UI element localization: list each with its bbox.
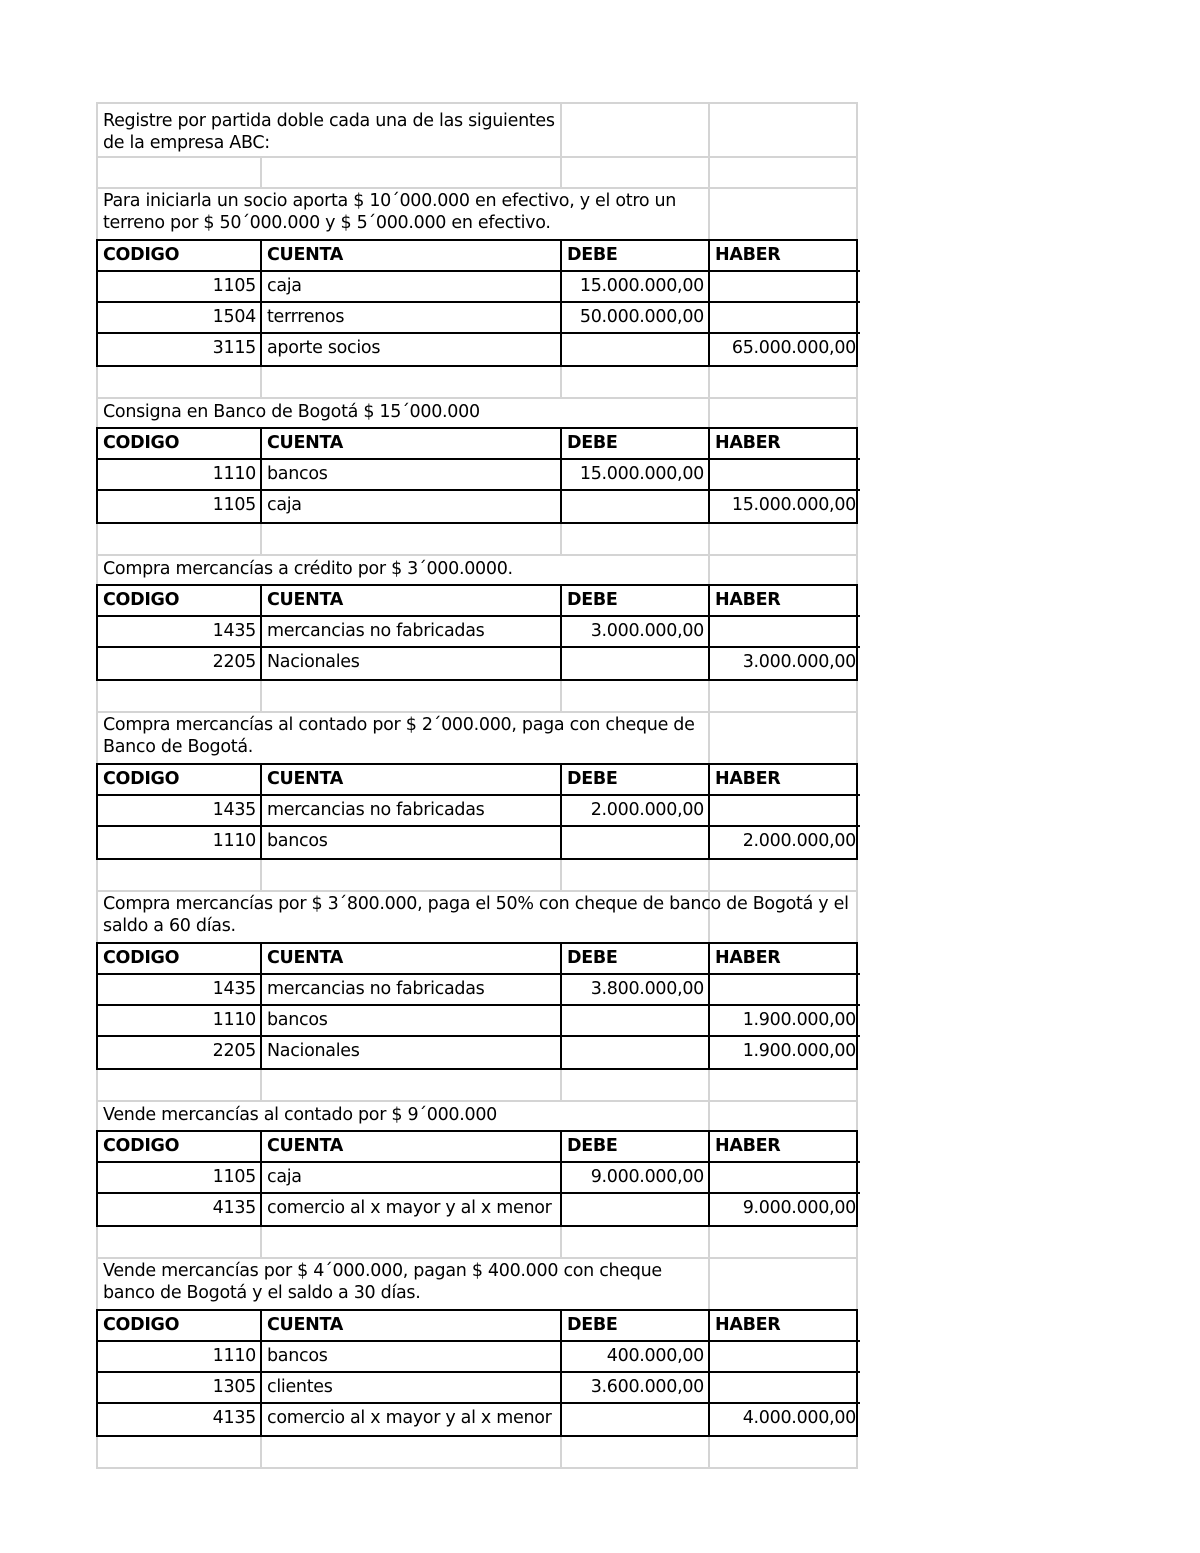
grid-line [708,554,710,584]
grid-line [96,890,858,892]
table-row [98,334,860,365]
transaction-description-3 [96,554,858,584]
blank-row [96,1227,858,1257]
grid-line [260,1070,262,1100]
cuenta-cell[interactable]: bancos [262,460,562,489]
transaction-description-line-1: Vende mercancías al contado por $ 9´000.000 [103,1105,498,1125]
grid-line [96,187,98,239]
blank-row [96,524,858,554]
codigo-header[interactable]: CODIGO [98,241,262,270]
debe-header[interactable]: DEBE [562,241,710,270]
codigo-cell[interactable]: 4135 [98,1194,262,1225]
transaction-description-line-1: Vende mercancías por $ 4´000.000, pagan $ 400.000 con cheque [103,1261,662,1281]
table-row [98,491,860,522]
grid-line [96,711,858,713]
grid-line [560,1437,562,1467]
grid-line [96,156,858,158]
debe-cell[interactable]: 50.000.000,00 [562,303,710,332]
grid-line [96,554,98,584]
grid-line [96,367,98,397]
transaction-description-5 [96,890,858,942]
codigo-header[interactable]: CODIGO [98,1132,262,1161]
cuenta-cell[interactable]: bancos [262,1006,562,1035]
codigo-header[interactable]: CODIGO [98,1311,262,1340]
grid-line [708,681,710,711]
debe-cell[interactable] [562,827,710,858]
haber-header[interactable]: HABER [715,245,781,265]
transaction-description-1 [96,187,858,239]
spreadsheet-page [96,102,858,1469]
grid-line [856,890,858,942]
haber-cell[interactable] [710,975,860,1004]
grid-line [96,397,858,399]
grid-line [96,1070,98,1100]
table-row [98,1404,860,1435]
cuenta-cell[interactable]: mercancias no fabricadas [262,975,562,1004]
transaction-description-line-2: terreno por $ 50´000.000 y $ 5´000.000 en efectivo. [103,213,551,233]
grid-line [96,102,858,104]
haber-header[interactable]: HABER [715,769,781,789]
haber-header[interactable]: HABER [715,948,781,968]
codigo-header[interactable]: CODIGO [98,765,262,794]
codigo-cell[interactable]: 2205 [98,648,262,679]
grid-line [708,711,710,763]
cuenta-cell[interactable]: Nacionales [262,648,562,679]
cuenta-cell[interactable]: clientes [262,1373,562,1402]
debe-cell[interactable] [562,491,710,522]
haber-cell[interactable]: 9.000.000,00 [742,1198,856,1218]
intro-text-line-1: Registre por partida doble cada una de las siguientes [103,111,555,131]
cuenta-cell[interactable]: Nacionales [262,1037,562,1068]
debe-header[interactable]: DEBE [562,586,710,615]
haber-header[interactable]: HABER [715,1315,781,1335]
transaction-description-line-2: Banco de Bogotá. [103,737,254,757]
haber-header[interactable]: HABER [715,590,781,610]
transaction-description-line-2: banco de Bogotá y el saldo a 30 días. [103,1283,421,1303]
grid-line [260,524,262,554]
codigo-cell[interactable]: 2205 [98,1037,262,1068]
debe-cell[interactable]: 3.000.000,00 [562,617,710,646]
table-row [98,272,860,303]
grid-line [96,1227,98,1257]
table-header-row [98,1132,860,1163]
grid-line [560,1070,562,1100]
codigo-cell[interactable]: 4135 [98,1404,262,1435]
grid-line [856,367,858,397]
codigo-cell[interactable]: 1105 [98,491,262,522]
codigo-header[interactable]: CODIGO [98,586,262,615]
debe-cell[interactable] [562,648,710,679]
grid-line [96,1257,858,1259]
grid-line [96,890,98,942]
haber-cell[interactable]: 3.000.000,00 [742,652,856,672]
cuenta-cell[interactable]: bancos [262,827,562,858]
cuenta-cell[interactable]: aporte socios [262,334,562,365]
codigo-cell[interactable]: 1435 [98,796,262,825]
debe-cell[interactable] [562,1037,710,1068]
debe-cell[interactable] [562,334,710,365]
debe-cell[interactable] [562,1404,710,1435]
grid-line [560,524,562,554]
cuenta-cell[interactable]: mercancias no fabricadas [262,617,562,646]
journal-entry-table [96,1309,858,1437]
debe-cell[interactable]: 3.600.000,00 [562,1373,710,1402]
codigo-header[interactable]: CODIGO [98,944,262,973]
cuenta-header[interactable]: CUENTA [262,1311,562,1340]
haber-header[interactable]: HABER [715,1136,781,1156]
codigo-cell[interactable]: 1435 [98,975,262,1004]
haber-cell[interactable] [710,1373,860,1402]
table-header-row [98,429,860,460]
grid-line [96,860,98,890]
grid-line [560,102,562,187]
grid-line [856,711,858,763]
table-row [98,460,860,491]
grid-line [856,397,858,427]
blank-row [96,1437,858,1467]
intro-block [96,102,858,187]
haber-cell[interactable] [710,796,860,825]
cuenta-header[interactable]: CUENTA [262,586,562,615]
debe-cell[interactable]: 15.000.000,00 [562,272,710,301]
grid-line [708,187,710,239]
grid-line [708,397,710,427]
cuenta-cell[interactable]: mercancias no fabricadas [262,796,562,825]
transaction-description-6 [96,1100,858,1130]
grid-line [260,156,262,187]
transaction-description-line-1: Compra mercancías por $ 3´800.000, paga el 50% con cheque de banco de Bogotá y el [103,894,849,914]
transaction-description-line-2: saldo a 60 días. [103,916,236,936]
debe-cell[interactable] [562,1006,710,1035]
journal-entry-table [96,427,858,524]
grid-line [856,102,858,187]
table-header-row [98,944,860,975]
codigo-header[interactable]: CODIGO [98,429,262,458]
debe-cell[interactable]: 400.000,00 [562,1342,710,1371]
grid-line [856,860,858,890]
table-row [98,796,860,827]
debe-cell[interactable]: 2.000.000,00 [562,796,710,825]
codigo-cell[interactable]: 1110 [98,827,262,858]
grid-line [708,1070,710,1100]
table-row [98,1342,860,1373]
table-row [98,1373,860,1404]
haber-header[interactable]: HABER [715,433,781,453]
grid-line [96,1257,98,1309]
grid-line [96,187,858,189]
grid-line [708,102,710,187]
cuenta-header[interactable]: CUENTA [262,1132,562,1161]
transaction-description-4 [96,711,858,763]
journal-entry-table [96,239,858,367]
haber-cell[interactable]: 2.000.000,00 [742,831,856,851]
grid-line [96,397,98,427]
table-header-row [98,1311,860,1342]
grid-line [96,681,98,711]
codigo-cell[interactable]: 1105 [98,1163,262,1192]
grid-line [96,1437,98,1467]
debe-cell[interactable]: 9.000.000,00 [562,1163,710,1192]
grid-line [708,1100,710,1130]
grid-line [96,1100,858,1102]
codigo-cell[interactable]: 1110 [98,1006,262,1035]
codigo-cell[interactable]: 1110 [98,460,262,489]
grid-line [96,1100,98,1130]
grid-line [260,860,262,890]
grid-line [856,1257,858,1309]
grid-line [856,1070,858,1100]
grid-line [708,524,710,554]
codigo-cell[interactable]: 1110 [98,1342,262,1371]
grid-line [96,711,98,763]
codigo-cell[interactable]: 1305 [98,1373,262,1402]
transaction-description-line-1: Compra mercancías al contado por $ 2´000.000, paga con cheque de [103,715,695,735]
blank-row [96,860,858,890]
journal-entry-table [96,584,858,681]
haber-cell[interactable]: 4.000.000,00 [742,1408,856,1428]
grid-line [856,1100,858,1130]
debe-cell[interactable]: 3.800.000,00 [562,975,710,1004]
grid-line [856,187,858,239]
cuenta-cell[interactable]: caja [262,1163,562,1192]
cuenta-header[interactable]: CUENTA [262,241,562,270]
table-header-row [98,765,860,796]
blank-row [96,367,858,397]
debe-header[interactable]: DEBE [562,944,710,973]
codigo-cell[interactable]: 1105 [98,272,262,301]
grid-line [708,1257,710,1309]
table-row [98,1037,860,1068]
haber-cell[interactable]: 65.000.000,00 [731,338,856,358]
cuenta-header[interactable]: CUENTA [262,765,562,794]
debe-header[interactable]: DEBE [562,765,710,794]
grid-line [96,524,98,554]
table-row [98,303,860,334]
cuenta-cell[interactable]: comercio al x mayor y al x menor [262,1404,562,1435]
grid-line [856,524,858,554]
transaction-description-7 [96,1257,858,1309]
grid-line [260,367,262,397]
haber-cell[interactable]: 1.900.000,00 [742,1041,856,1061]
grid-line [260,1227,262,1257]
cuenta-cell[interactable]: comercio al x mayor y al x menor [262,1194,562,1225]
cuenta-header[interactable]: CUENTA [262,944,562,973]
journal-entry-table [96,942,858,1070]
grid-line [96,1467,858,1469]
debe-cell[interactable] [562,1194,710,1225]
grid-line [856,554,858,584]
haber-cell[interactable] [710,1163,860,1192]
grid-line [260,681,262,711]
cuenta-cell[interactable]: caja [262,491,562,522]
debe-cell[interactable]: 15.000.000,00 [562,460,710,489]
table-row [98,975,860,1006]
grid-line [708,1437,710,1467]
journal-entry-table [96,763,858,860]
grid-line [856,1437,858,1467]
grid-line [708,367,710,397]
haber-cell[interactable] [710,460,860,489]
grid-line [560,860,562,890]
debe-header[interactable]: DEBE [562,1311,710,1340]
transaction-description-line-1: Consigna en Banco de Bogotá $ 15´000.000 [103,402,480,422]
codigo-cell[interactable]: 1504 [98,303,262,332]
cuenta-header[interactable]: CUENTA [262,429,562,458]
journal-entry-table [96,1130,858,1227]
cuenta-cell[interactable]: caja [262,272,562,301]
table-row [98,1006,860,1037]
grid-line [856,681,858,711]
haber-cell[interactable] [710,303,860,332]
table-header-row [98,241,860,272]
grid-line [560,1227,562,1257]
grid-line [560,681,562,711]
blank-row [96,1070,858,1100]
grid-line [708,860,710,890]
table-row [98,648,860,679]
sheet-content [96,102,858,1469]
codigo-cell[interactable]: 1435 [98,617,262,646]
grid-line [856,1227,858,1257]
transaction-description-2 [96,397,858,427]
blank-row [96,681,858,711]
grid-line [96,102,98,187]
table-row [98,617,860,648]
grid-line [260,1437,262,1467]
haber-cell[interactable]: 1.900.000,00 [742,1010,856,1030]
cuenta-cell[interactable]: bancos [262,1342,562,1371]
table-row [98,1163,860,1194]
transaction-description-line-1: Para iniciarla un socio aporta $ 10´000.000 en efectivo, y el otro un [103,191,677,211]
table-header-row [98,586,860,617]
haber-cell[interactable] [710,1342,860,1371]
debe-header[interactable]: DEBE [562,429,710,458]
grid-line [708,1227,710,1257]
transaction-description-line-1: Compra mercancías a crédito por $ 3´000.0000. [103,559,513,579]
table-row [98,1194,860,1225]
grid-line [560,367,562,397]
debe-header[interactable]: DEBE [562,1132,710,1161]
intro-text-line-2: de la empresa ABC: [103,133,270,153]
table-row [98,827,860,858]
cuenta-cell[interactable]: terrrenos [262,303,562,332]
haber-cell[interactable]: 15.000.000,00 [731,495,856,515]
haber-cell[interactable] [710,617,860,646]
codigo-cell[interactable]: 3115 [98,334,262,365]
haber-cell[interactable] [710,272,860,301]
grid-line [96,554,858,556]
